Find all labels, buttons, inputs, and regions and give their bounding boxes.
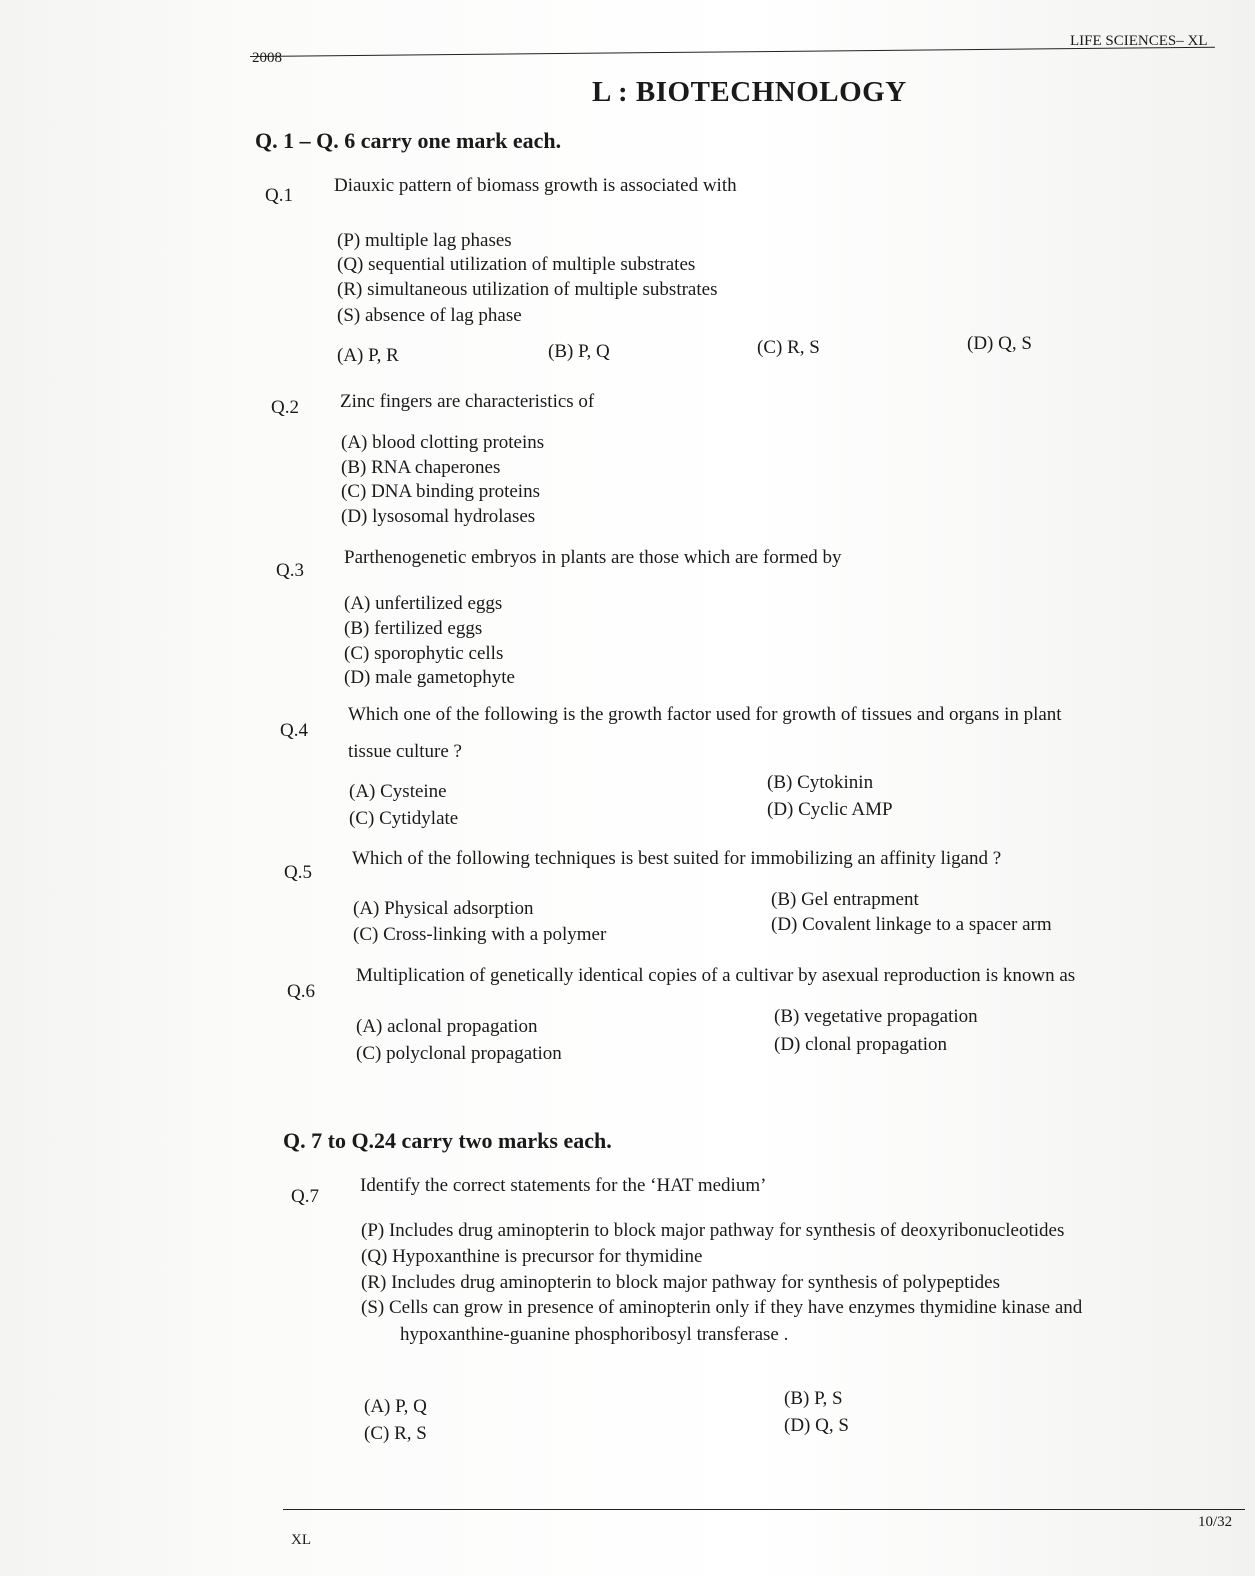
answer-option: (B) Cytokinin (767, 772, 874, 793)
question-text: Zinc fingers are characteristics of (340, 391, 595, 412)
answer-option: (A) aclonal propagation (356, 1016, 538, 1037)
question-text-continued: tissue culture ? (348, 741, 462, 762)
question-text: Multiplication of genetically identical copies of a cultivar by asexual reproduction is known as (356, 965, 1076, 986)
answer-option: (C) DNA binding proteins (341, 481, 540, 502)
statement-item: (S) absence of lag phase (337, 305, 522, 326)
answer-option: (A) P, R (337, 345, 399, 366)
answer-option: (C) polyclonal propagation (356, 1043, 562, 1064)
question-number: Q.4 (280, 720, 308, 741)
statement-item: (Q) Hypoxanthine is precursor for thymidine (361, 1246, 703, 1267)
answer-option: (D) lysosomal hydrolases (341, 506, 536, 527)
question-number: Q.5 (284, 862, 312, 883)
statement-item: (P) multiple lag phases (337, 230, 512, 251)
question-text: Diauxic pattern of biomass growth is associated with (334, 175, 737, 196)
answer-option: (A) unfertilized eggs (344, 593, 503, 614)
question-number: Q.6 (287, 981, 315, 1002)
answer-option: (B) P, S (784, 1388, 843, 1409)
answer-option: (B) fertilized eggs (344, 618, 483, 639)
question-number: Q.2 (271, 397, 299, 418)
answer-option: (B) RNA chaperones (341, 457, 501, 478)
answer-option: (A) P, Q (364, 1396, 427, 1417)
answer-option: (B) P, Q (548, 341, 610, 362)
answer-option: (D) Covalent linkage to a spacer arm (771, 914, 1052, 935)
answer-option: (C) R, S (364, 1423, 427, 1444)
question-text: Which of the following techniques is best suited for immobilizing an affinity ligand ? (352, 848, 1002, 869)
question-text: Parthenogenetic embryos in plants are those which are formed by (344, 547, 842, 568)
footer-paper-code: XL (291, 1532, 311, 1548)
statement-item: (R) Includes drug aminopterin to block major pathway for synthesis of polypeptides (361, 1272, 1001, 1293)
answer-option: (D) Q, S (967, 333, 1032, 354)
answer-option: (C) sporophytic cells (344, 643, 504, 664)
statement-item-continued: hypoxanthine-guanine phosphoribosyl transferase . (400, 1324, 789, 1345)
question-number: Q.7 (291, 1186, 319, 1207)
answer-option: (A) Cysteine (349, 781, 447, 802)
question-text: Identify the correct statements for the ‘HAT medium’ (360, 1175, 767, 1196)
answer-option: (C) Cross-linking with a polymer (353, 924, 607, 945)
answer-option: (C) Cytidylate (349, 808, 459, 829)
header-subject: LIFE SCIENCES– XL (1070, 33, 1208, 49)
question-text: Which one of the following is the growth factor used for growth of tissues and organs in plant (348, 704, 1062, 725)
answer-option: (A) Physical adsorption (353, 898, 534, 919)
header-year: 2008 (252, 50, 282, 66)
statement-item: (S) Cells can grow in presence of aminopterin only if they have enzymes thymidine kinase and (361, 1297, 1083, 1318)
answer-option: (D) Q, S (784, 1415, 849, 1436)
statement-item: (P) Includes drug aminopterin to block major pathway for synthesis of deoxyribonucleotides (361, 1220, 1065, 1241)
question-number: Q.3 (276, 560, 304, 581)
answer-option: (D) Cyclic AMP (767, 799, 893, 820)
answer-option: (D) male gametophyte (344, 667, 515, 688)
answer-option: (A) blood clotting proteins (341, 432, 545, 453)
answer-option: (C) R, S (757, 337, 820, 358)
statement-item: (Q) sequential utilization of multiple substrates (337, 254, 696, 275)
section-heading-one-mark: Q. 1 – Q. 6 carry one mark each. (255, 128, 562, 153)
footer-page-number: 10/32 (1198, 1514, 1233, 1530)
statement-item: (R) simultaneous utilization of multiple substrates (337, 279, 718, 300)
answer-option: (B) vegetative propagation (774, 1006, 978, 1027)
footer-rule (283, 1509, 1245, 1510)
header-rule (250, 47, 1215, 57)
section-heading-two-marks: Q. 7 to Q.24 carry two marks each. (283, 1128, 612, 1153)
paper-title: L : BIOTECHNOLOGY (592, 76, 907, 108)
question-number: Q.1 (265, 185, 293, 206)
answer-option: (B) Gel entrapment (771, 889, 919, 910)
answer-option: (D) clonal propagation (774, 1034, 948, 1055)
